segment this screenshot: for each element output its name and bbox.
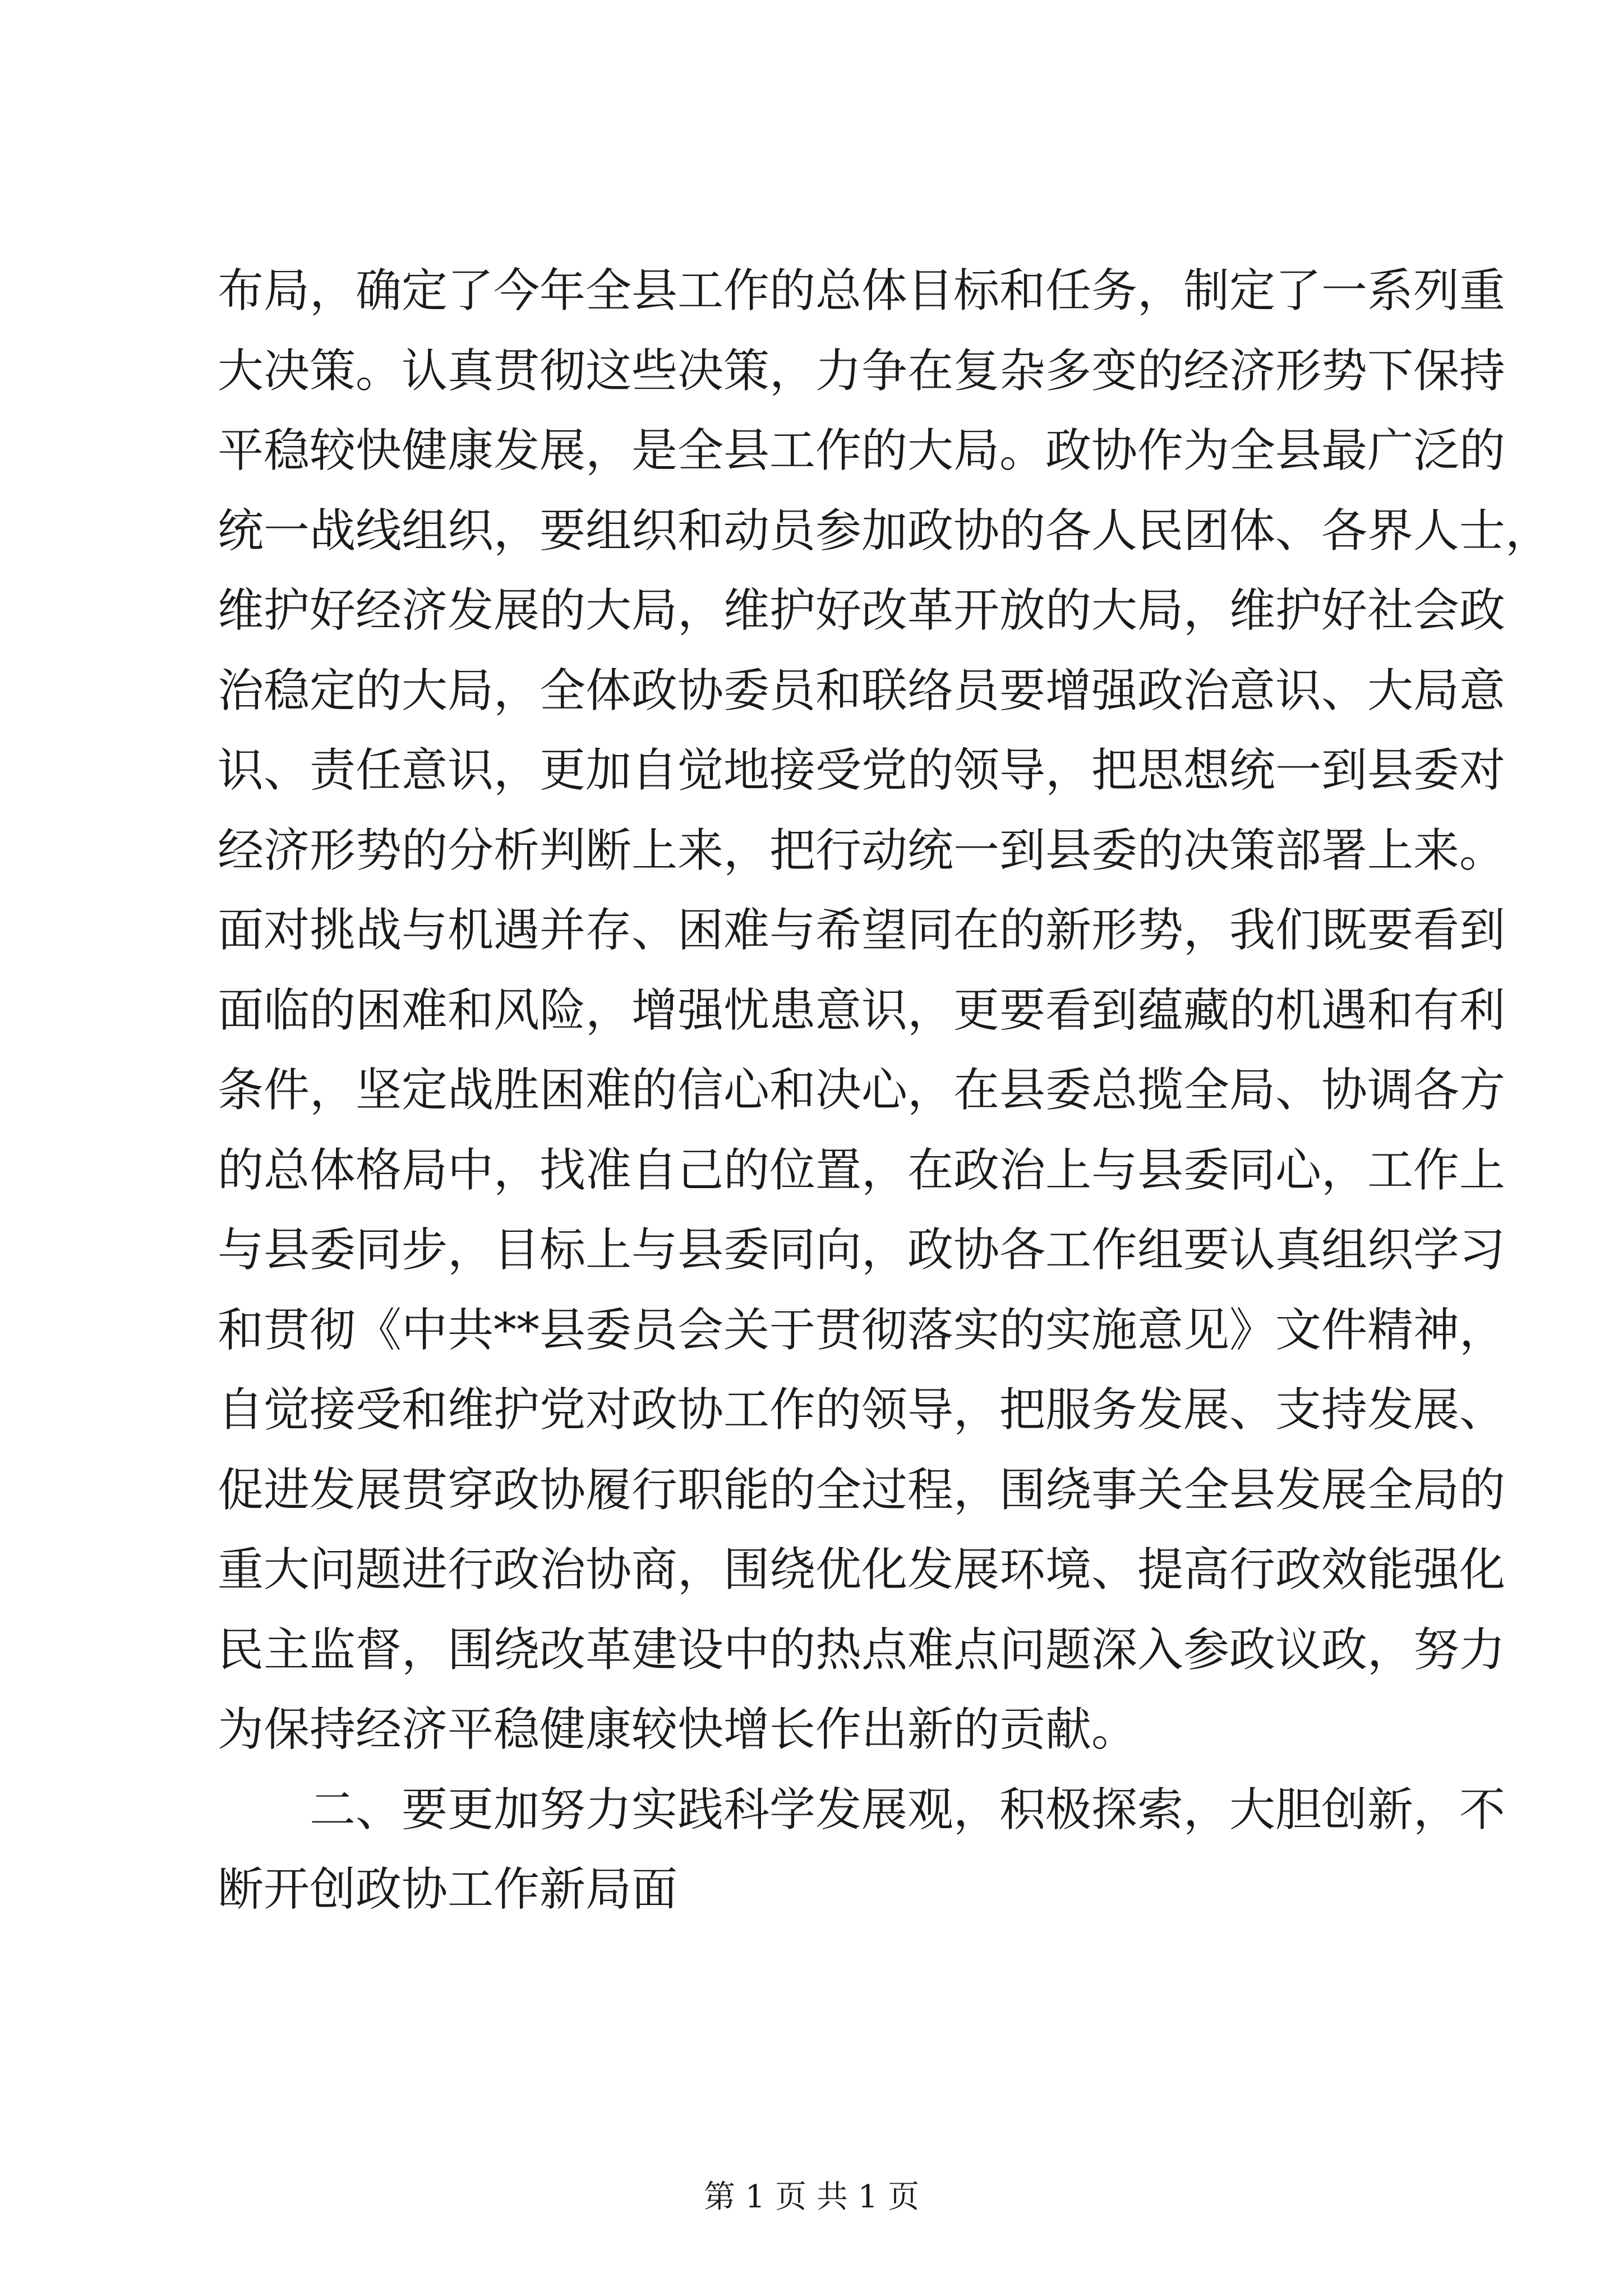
page-footer: 第 1 页 共 1 页 [703,2179,920,2215]
paragraph-1-line-13: 与县委同步，目标上与县委同向，政协各工作组要认真组织学习 [218,1223,1506,1277]
paragraph-1-line-11: 条件，坚定战胜困难的信心和决心，在县委总揽全局、协调各方 [218,1064,1506,1117]
section-heading-line-1: 二、要更加努力实践科学发展观，积极探索，大胆创新，不 [310,1783,1506,1837]
paragraph-1-line-10: 面临的困难和风险，增强忧患意识，更要看到蕴藏的机遇和有利 [218,983,1506,1037]
paragraph-1-line-2: 大决策。认真贯彻这些决策，力争在复杂多变的经济形势下保持 [218,344,1506,398]
paragraph-1-line-9: 面对挑战与机遇并存、困难与希望同在的新形势，我们既要看到 [218,904,1506,957]
paragraph-1-line-8: 经济形势的分析判断上来，把行动统一到县委的决策部署上来。 [218,823,1506,877]
section-heading-line-2: 断开创政协工作新局面 [218,1863,678,1916]
paragraph-1-line-3: 平稳较快健康发展，是全县工作的大局。政协作为全县最广泛的 [218,424,1506,477]
paragraph-1-line-15: 自觉接受和维护党对政协工作的领导，把服务发展、支持发展、 [218,1383,1506,1437]
paragraph-1-line-1: 布局，确定了今年全县工作的总体目标和任务，制定了一系列重 [218,264,1506,318]
paragraph-1-line-7: 识、责任意识，更加自觉地接受党的领导，把思想统一到县委对 [218,744,1506,797]
paragraph-1-line-18: 民主监督，围绕改革建设中的热点难点问题深入参政议政，努力 [218,1623,1506,1677]
paragraph-1-line-17: 重大问题进行政治协商，围绕优化发展环境、提高行政效能强化 [218,1543,1506,1596]
paragraph-1-line-16: 促进发展贯穿政协履行职能的全过程，围绕事关全县发展全局的 [218,1463,1506,1517]
document-body [218,251,1552,1930]
paragraph-1-line-5: 维护好经济发展的大局，维护好改革开放的大局，维护好社会政 [218,584,1506,637]
paragraph-1-line-6: 治稳定的大局，全体政协委员和联络员要增强政治意识、大局意 [218,664,1506,717]
paragraph-1-line-14: 和贯彻《中共**县委员会关于贯彻落实的实施意见》文件精神， [218,1303,1506,1357]
paragraph-1-line-12: 的总体格局中，找准自己的位置，在政治上与县委同心，工作上 [218,1143,1506,1197]
paragraph-1-line-4: 统一战线组织，要组织和动员参加政协的各人民团体、各界人士， [218,504,1552,558]
paragraph-1-line-19: 为保持经济平稳健康较快增长作出新的贡献。 [218,1703,1138,1756]
